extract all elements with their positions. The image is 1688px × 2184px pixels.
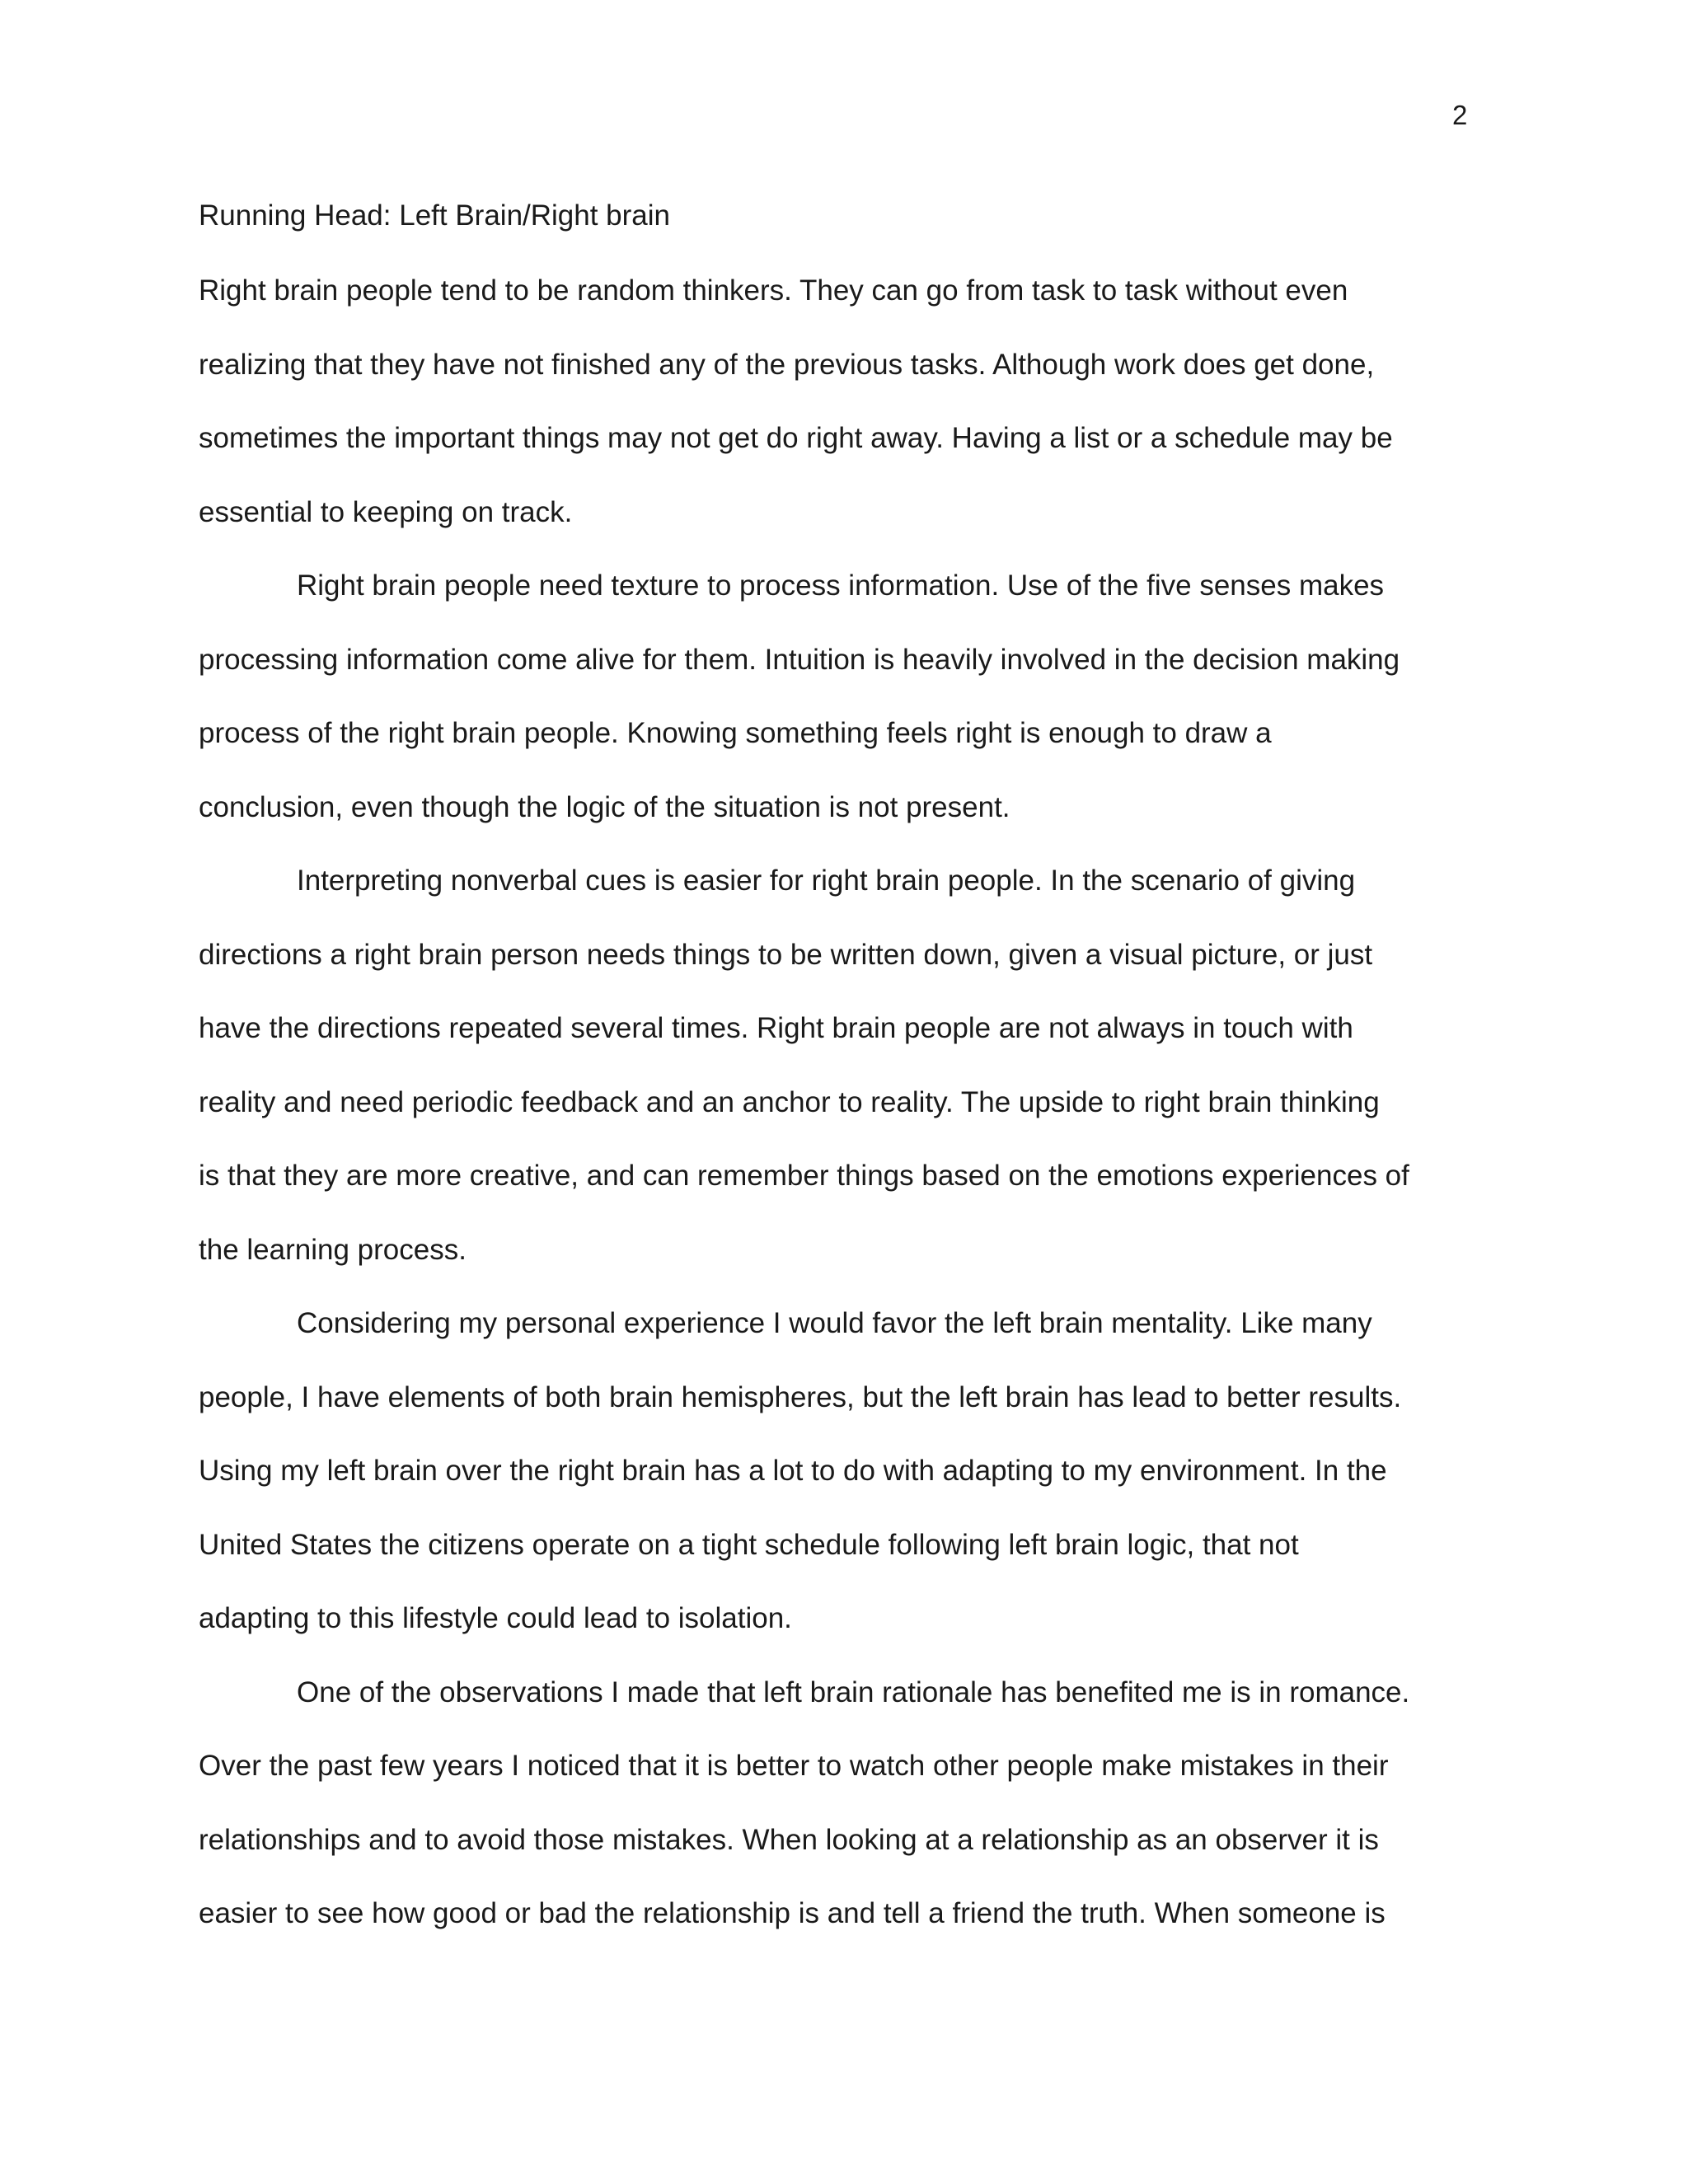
- text-line: relationships and to avoid those mistakes. When looking at a relationship as an observer it is: [199, 1823, 1379, 1856]
- text-line: Interpreting nonverbal cues is easier for right brain people. In the scenario of giving: [297, 865, 1356, 897]
- text-line: realizing that they have not finished any of the previous tasks. Although work does get done,: [199, 348, 1375, 381]
- body-text: [199, 274, 1484, 1971]
- running-head: Running Head: Left Brain/Right brain: [199, 199, 671, 232]
- text-line: sometimes the important things may not get do right away. Having a list or a schedule may be: [199, 422, 1393, 454]
- text-line: adapting to this lifestyle could lead to isolation.: [199, 1602, 792, 1634]
- text-line: easier to see how good or bad the relationship is and tell a friend the truth. When someone is: [199, 1897, 1386, 1929]
- text-line: Right brain people tend to be random thinkers. They can go from task to task without even: [199, 274, 1348, 307]
- text-line: is that they are more creative, and can remember things based on the emotions experiences of: [199, 1160, 1409, 1192]
- text-line: Over the past few years I noticed that it is better to watch other people make mistakes in their: [199, 1750, 1389, 1782]
- text-line: conclusion, even though the logic of the situation is not present.: [199, 790, 1010, 823]
- text-line: people, I have elements of both brain hemispheres, but the left brain has lead to better results.: [199, 1380, 1402, 1413]
- text-line: Using my left brain over the right brain has a lot to do with adapting to my environment. In the: [199, 1455, 1387, 1487]
- text-line: essential to keeping on track.: [199, 495, 573, 528]
- text-line: have the directions repeated several times. Right brain people are not always in touch with: [199, 1012, 1353, 1044]
- text-line: United States the citizens operate on a tight schedule following left brain logic, that not: [199, 1528, 1299, 1561]
- text-line: Right brain people need texture to process information. Use of the five senses makes: [297, 569, 1385, 602]
- text-line: reality and need periodic feedback and an anchor to reality. The upside to right brain thinking: [199, 1085, 1380, 1118]
- text-line: processing information come alive for them. Intuition is heavily involved in the decision making: [199, 643, 1400, 676]
- page-number: 2: [1452, 100, 1468, 130]
- text-line: One of the observations I made that left brain rationale has benefited me is in romance.: [297, 1675, 1410, 1708]
- text-line: directions a right brain person needs things to be written down, given a visual picture, or just: [199, 938, 1373, 971]
- text-line: the learning process.: [199, 1233, 467, 1266]
- text-line: process of the right brain people. Knowing something feels right is enough to draw a: [199, 717, 1272, 749]
- text-line: Considering my personal experience I would favor the left brain mentality. Like many: [297, 1307, 1372, 1339]
